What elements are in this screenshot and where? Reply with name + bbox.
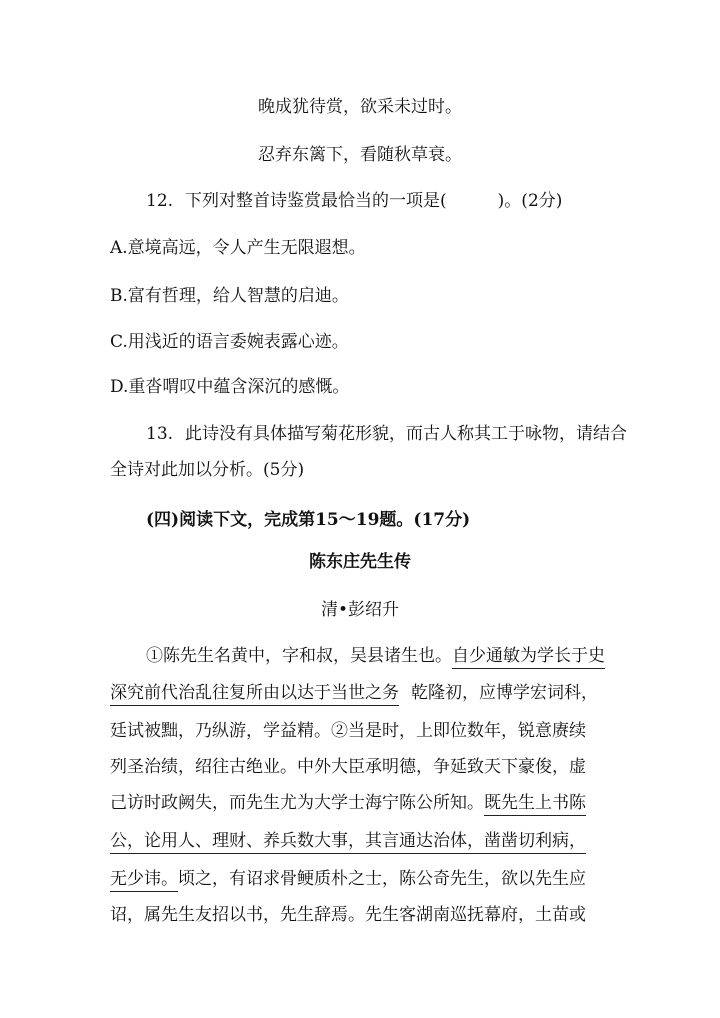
option-c: C.用浅近的语言委婉表露心迹。 bbox=[110, 332, 349, 352]
option-b: B.富有哲理，给人智慧的启迪。 bbox=[110, 286, 349, 306]
question-13-line-1: 此诗没有具体描写菊花形貌，而古人称其工于咏物，请结合 bbox=[185, 424, 628, 444]
underlined-sentence-1: 自少通敏为学长于史 bbox=[452, 646, 605, 669]
passage-text: ①陈先生名黄中，字和叔，吴县诸生也。 bbox=[146, 646, 452, 666]
passage-line-1 bbox=[146, 644, 605, 668]
poem-line-1: 晚成犹待赏，欲采未过时。 bbox=[258, 97, 462, 117]
question-13-line-2: 全诗对此加以分析。(5分) bbox=[110, 460, 305, 480]
underlined-sentence-2-cont: 公，论用人、理财、养兵数大事，其言通达治体，凿凿切利病， bbox=[110, 831, 586, 854]
question-12-stem: 下列对整首诗鉴赏最恰当的一项是( )。(2分) bbox=[185, 191, 563, 211]
option-a: A.意境高远，令人产生无限遐想。 bbox=[110, 238, 366, 258]
underlined-sentence-2-end: 无少讳。 bbox=[110, 869, 178, 892]
question-12-number: 12. bbox=[146, 191, 174, 211]
passage-line-4: 列圣治绩，绍往古绝业。中外大臣承明德，争延致天下豪俊，虚 bbox=[110, 757, 586, 777]
poem-line-2: 忍弃东篱下，看随秋草衰。 bbox=[258, 145, 462, 165]
section-4-heading: (四)阅读下文，完成第15～19题。(17分) bbox=[146, 510, 471, 530]
passage-text: 乾隆初，应博学宏词科， bbox=[411, 683, 598, 703]
option-d: D.重沓喟叹中蕴含深沉的感慨。 bbox=[110, 377, 350, 397]
passage-line-2 bbox=[110, 681, 598, 705]
passage-line-8: 诏，属先生友招以书，先生辞焉。先生客湖南巡抚幕府，土苗或 bbox=[110, 905, 586, 925]
passage-text: 己访时政阙失，而先生尤为大学士海宁陈公所知。 bbox=[110, 793, 484, 813]
article-title: 陈东庄先生传 bbox=[309, 552, 411, 572]
question-12 bbox=[146, 189, 562, 213]
passage-line-5 bbox=[110, 791, 586, 815]
passage-line-6 bbox=[110, 829, 586, 853]
passage-line-3: 廷试被黜，乃纵游，学益精。②当是时，上即位数年，锐意赓续 bbox=[110, 721, 586, 741]
passage-line-7 bbox=[110, 867, 586, 891]
underlined-sentence-2: 既先生上书陈 bbox=[484, 793, 586, 816]
article-author: 清•彭绍升 bbox=[320, 600, 400, 620]
passage-text: 顷之，有诏求骨鲠质朴之士，陈公奇先生，欲以先生应 bbox=[178, 869, 586, 889]
underlined-sentence-1-cont: 深究前代治乱往复所由以达于当世之务 bbox=[110, 683, 399, 706]
question-13-number: 13. bbox=[146, 424, 174, 444]
question-13 bbox=[146, 422, 627, 446]
